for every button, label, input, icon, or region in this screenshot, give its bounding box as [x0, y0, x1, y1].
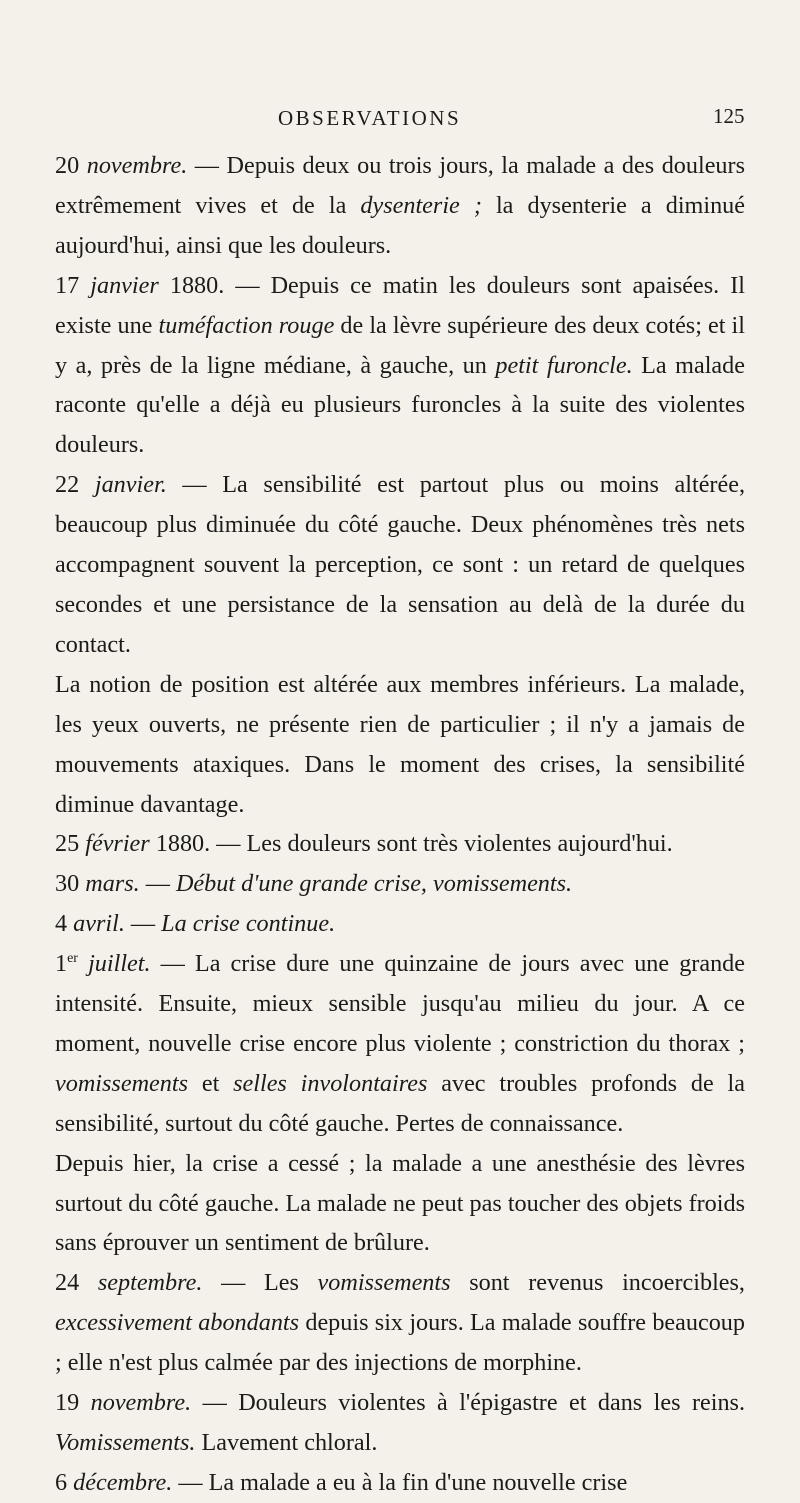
entry-emphasis: dysenterie ;	[360, 191, 482, 219]
entry-text: la dysenterie a diminué aujourd'hui, ainsi que les douleurs.	[55, 191, 745, 259]
entry-emphasis: excessivement abondants	[55, 1309, 300, 1337]
entry-paragraph	[55, 266, 745, 466]
page-header	[0, 102, 800, 142]
entry-day: 25	[55, 830, 80, 858]
entry-paragraph	[55, 146, 745, 266]
entry-day: 22	[55, 471, 80, 499]
entry-text: — La crise dure une quinzaine de jours avec une grande intensité. Ensuite, mieux sensible jusqu'au milieu du jour. A ce moment, nouvelle crise encore plus violente ; constriction du thorax ;	[55, 950, 746, 1057]
entry-date: novembre.	[90, 1389, 192, 1417]
entry-text: avec troubles profonds de la sensibilité, surtout du côté gauche. Pertes de connaissance.	[55, 1069, 745, 1137]
entry-paragraph	[55, 1144, 745, 1264]
entry-paragraph	[55, 864, 745, 904]
entry-paragraph	[55, 665, 745, 825]
entry-day: 19	[55, 1389, 80, 1417]
entry-text: — La malade a eu à la fin d'une nouvelle crise	[172, 1468, 628, 1496]
entry-date: avril.	[73, 910, 125, 938]
entry-date: janvier.	[94, 471, 167, 499]
entry-date: juillet.	[88, 950, 151, 978]
entry-text: et	[188, 1069, 234, 1097]
entry-text: 1880. — Les douleurs sont très violentes aujourd'hui.	[149, 830, 673, 858]
entry-paragraph	[55, 944, 745, 1144]
entry-paragraph	[55, 1383, 745, 1463]
entry-paragraph	[55, 465, 745, 665]
entry-paragraph	[55, 1463, 745, 1503]
entry-text: — La sensibilité est partout plus ou moins altérée, beaucoup plus diminuée du côté gauche. Deux phénomènes très nets accompagnent souvent la perception, ce sont : un retard de quelques secondes et une persistance de la sensation au delà de la durée du contact.	[55, 471, 746, 658]
entry-emphasis: petit furoncle.	[495, 351, 633, 379]
entry-emphasis: Vomissements.	[55, 1429, 196, 1456]
page-number: 125	[713, 104, 745, 128]
entry-text: Depuis hier, la crise a cessé ; la malade a une anesthésie des lèvres surtout du côté gauche. La malade ne peut pas toucher des objets froids sans éprouver un sentiment de brûlure.	[55, 1149, 745, 1257]
entry-text: — Depuis deux ou trois jours, la malade a des douleurs extrêmement vives et de la	[55, 152, 745, 219]
entry-text: — Douleurs violentes à l'épigastre et dans les reins.	[191, 1389, 746, 1417]
entry-text: —	[124, 910, 162, 938]
entry-text: 1880. — Depuis ce matin les douleurs sont apaisées. Il existe une	[55, 271, 746, 339]
entry-emphasis: vomissements	[55, 1069, 189, 1097]
entry-emphasis: tuméfaction rouge	[158, 311, 335, 339]
entry-text: La malade raconte qu'elle a déjà eu plusieurs furoncles à la suite des violentes douleurs.	[55, 351, 745, 459]
entry-day: 17	[55, 271, 80, 299]
body-text	[55, 146, 745, 1503]
entry-emphasis: Début d'une grande crise, vomissements.	[175, 870, 573, 898]
entry-paragraph	[55, 904, 745, 944]
entry-date: septembre.	[97, 1269, 203, 1297]
entry-date: novembre.	[86, 152, 188, 179]
entry-paragraph	[55, 1263, 745, 1383]
entry-text: — Les	[202, 1269, 318, 1297]
entry-text: sont revenus incoercibles,	[450, 1269, 745, 1297]
entry-text: La notion de position est altérée aux membres inférieurs. La malade, les yeux ouverts, ne présente rien de particulier ; il n'y a jamais de mouvements ataxiques. Dans le moment des crises, la sensibilité diminue davantage.	[55, 670, 745, 818]
entry-emphasis: selles involontaires	[233, 1069, 428, 1097]
entry-day: 6	[55, 1468, 68, 1496]
entry-date: janvier	[90, 271, 159, 299]
running-title: OBSERVATIONS	[278, 106, 462, 130]
entry-text: —	[139, 870, 176, 898]
entry-emphasis: La crise continue.	[161, 910, 336, 938]
entry-emphasis: vomissements	[317, 1269, 451, 1297]
ordinal-suffix: er	[67, 951, 78, 967]
entry-day: 1	[55, 950, 68, 978]
entry-date: février	[85, 830, 150, 858]
entry-date: décembre.	[73, 1468, 173, 1496]
entry-day: 4	[55, 910, 68, 938]
entry-paragraph	[55, 824, 745, 864]
entry-text: Lavement chloral.	[195, 1429, 378, 1456]
entry-date: mars.	[85, 870, 140, 898]
entry-day: 20	[55, 152, 80, 179]
entry-day: 30	[55, 870, 80, 898]
entry-day: 24	[55, 1269, 80, 1297]
entry-text: depuis six jours. La malade souffre beaucoup ; elle n'est plus calmée par des injections de morphine.	[55, 1309, 745, 1377]
entry-text: de la lèvre supérieure des deux cotés; et il y a, près de la ligne médiane, à gauche, un	[55, 311, 745, 379]
